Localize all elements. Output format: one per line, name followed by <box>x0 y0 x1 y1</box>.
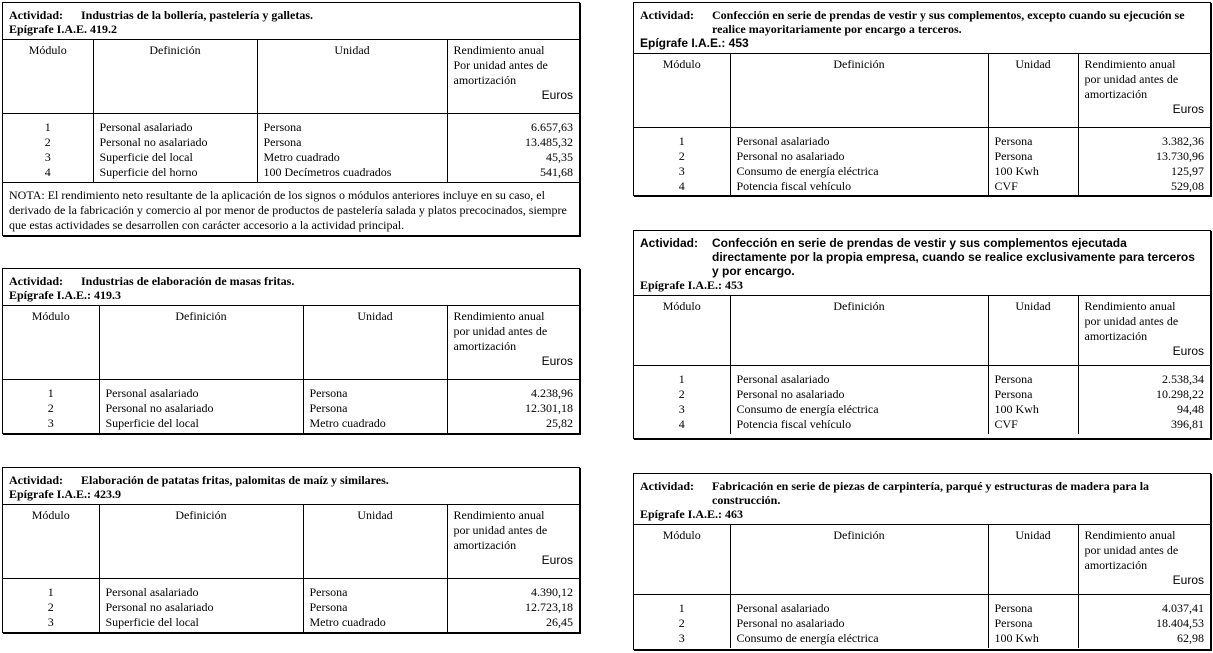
cell-rendimiento: 4.238,96 <box>447 380 579 402</box>
module-table-453-a <box>633 2 1211 196</box>
cell-modulo: 1 <box>47 386 54 400</box>
col-unidad: Unidad <box>988 296 1078 366</box>
cell-modulo: 1 <box>678 372 685 386</box>
col-definicion: Definición <box>99 306 303 380</box>
cell-unidad: Persona <box>303 401 447 416</box>
table-row <box>634 631 1210 648</box>
cell-definicion: Superficie del local <box>99 416 303 433</box>
table-header <box>3 3 579 39</box>
module-table-419-3 <box>2 268 580 434</box>
cell-definicion: Personal asalariado <box>730 128 988 150</box>
cell-unidad: 100 Kwh <box>988 402 1078 417</box>
table-row <box>3 615 579 632</box>
col-definicion: Definición <box>730 54 988 128</box>
actividad-title: Confección en serie de prendas de vestir y sus complementos ejecutada directamente por la propia empresa, cuando se realice exclusivamente para terceros y por encargo. <box>712 236 1195 278</box>
table-row <box>634 616 1210 631</box>
actividad-label: Actividad: <box>9 8 63 22</box>
cell-rendimiento: 25,82 <box>447 416 579 433</box>
cell-unidad: 100 Kwh <box>988 631 1078 648</box>
cell-unidad: Persona <box>988 149 1078 164</box>
table-header <box>634 231 1210 295</box>
cell-rendimiento: 2.538,34 <box>1078 366 1210 388</box>
euros-label: Euros <box>1172 102 1204 116</box>
table-row <box>3 380 579 402</box>
cell-definicion: Personal asalariado <box>93 114 257 136</box>
euros-label: Euros <box>541 553 573 567</box>
cell-rendimiento: 94,48 <box>1078 402 1210 417</box>
col-unidad: Unidad <box>988 525 1078 595</box>
cell-modulo: 3 <box>47 416 54 430</box>
cell-modulo: 1 <box>678 134 685 148</box>
col-unidad: Unidad <box>988 54 1078 128</box>
cell-rendimiento: 62,98 <box>1078 631 1210 648</box>
table-row <box>3 579 579 601</box>
module-table-463 <box>633 473 1211 650</box>
actividad-title: Industrias de elaboración de masas fritas. <box>81 274 295 288</box>
table-row <box>634 149 1210 164</box>
cell-modulo: 2 <box>678 616 685 630</box>
col-rendimiento: Rendimiento anual por unidad antes de amortización Euros <box>447 505 579 579</box>
cell-unidad: Metro cuadrado <box>257 150 447 165</box>
col-unidad: Unidad <box>257 40 447 114</box>
cell-modulo: 1 <box>678 601 685 615</box>
table-header <box>634 474 1210 524</box>
cell-definicion: Superficie del horno <box>93 165 257 182</box>
epigrafe: Epígrafe I.A.E.: 463 <box>640 507 743 521</box>
cell-definicion: Consumo de energía eléctrica <box>730 402 988 417</box>
table-row <box>3 401 579 416</box>
table-row <box>634 402 1210 417</box>
table-row <box>3 416 579 433</box>
actividad-title: Confección en serie de prendas de vestir y sus complementos, excepto cuando su ejecución se realice mayoritariamente por encargo a terceros. <box>712 8 1185 36</box>
table-row <box>634 387 1210 402</box>
cell-rendimiento: 13.730,96 <box>1078 149 1210 164</box>
col-definicion: Definición <box>730 296 988 366</box>
cell-rendimiento: 13.485,32 <box>447 135 579 150</box>
module-table <box>3 39 579 182</box>
cell-rendimiento: 12.723,18 <box>447 600 579 615</box>
cell-unidad: Metro cuadrado <box>303 615 447 632</box>
table-header <box>3 468 579 504</box>
cell-modulo: 2 <box>678 387 685 401</box>
module-table <box>634 295 1210 434</box>
cell-definicion: Personal no asalariado <box>99 401 303 416</box>
cell-rendimiento: 45,35 <box>447 150 579 165</box>
cell-definicion: Personal asalariado <box>99 579 303 601</box>
cell-unidad: Persona <box>988 616 1078 631</box>
cell-definicion: Personal no asalariado <box>730 387 988 402</box>
module-table <box>634 524 1210 648</box>
actividad-label: Actividad: <box>640 479 694 493</box>
cell-definicion: Potencia fiscal vehículo <box>730 417 988 434</box>
col-modulo: Módulo <box>3 306 99 380</box>
cell-unidad: 100 Decímetros cuadrados <box>257 165 447 182</box>
cell-rendimiento: 125,97 <box>1078 164 1210 179</box>
table-row <box>3 165 579 182</box>
table-header <box>3 269 579 305</box>
cell-unidad: Persona <box>257 135 447 150</box>
module-table <box>3 504 579 632</box>
cell-definicion: Personal asalariado <box>99 380 303 402</box>
table-row <box>634 366 1210 388</box>
actividad-title: Fabricación en serie de piezas de carpintería, parqué y estructuras de madera para la construcción. <box>712 479 1150 507</box>
euros-label: Euros <box>1172 573 1204 587</box>
table-row <box>634 164 1210 179</box>
cell-unidad: Persona <box>988 128 1078 150</box>
cell-definicion: Personal no asalariado <box>730 616 988 631</box>
cell-definicion: Superficie del local <box>93 150 257 165</box>
module-table <box>3 305 579 433</box>
epigrafe: Epígrafe I.A.E.: 453 <box>640 36 749 50</box>
col-modulo: Módulo <box>634 525 730 595</box>
cell-rendimiento: 18.404,53 <box>1078 616 1210 631</box>
cell-rendimiento: 26,45 <box>447 615 579 632</box>
cell-rendimiento: 4.390,12 <box>447 579 579 601</box>
table-row <box>3 114 579 136</box>
cell-rendimiento: 541,68 <box>447 165 579 182</box>
actividad-title: Industrias de la bollería, pastelería y galletas. <box>81 8 313 22</box>
cell-modulo: 4 <box>678 417 685 431</box>
table-row <box>634 595 1210 617</box>
cell-definicion: Superficie del local <box>99 615 303 632</box>
nota-text: NOTA: El rendimiento neto resultante de la aplicación de los signos o módulos anteriores incluye en su caso, el derivado de la fabricación y comercio al por menor de productos de pastelería salada y platos precocinados, siempre que estas actividades se desarrollen con carácter accesorio a la actividad principal. <box>3 182 579 238</box>
col-modulo: Módulo <box>634 54 730 128</box>
cell-rendimiento: 10.298,22 <box>1078 387 1210 402</box>
col-rendimiento: Rendimiento anual Por unidad antes de amortización Euros <box>447 40 579 114</box>
col-rendimiento: Rendimiento anual por unidad antes de amortización Euros <box>447 306 579 380</box>
cell-modulo: 3 <box>47 615 54 629</box>
cell-modulo: 1 <box>44 120 51 134</box>
cell-definicion: Consumo de energía eléctrica <box>730 631 988 648</box>
cell-modulo: 2 <box>678 149 685 163</box>
module-table-423-9 <box>2 467 580 633</box>
cell-unidad: Persona <box>303 380 447 402</box>
cell-modulo: 4 <box>44 165 51 179</box>
actividad-label: Actividad: <box>640 236 699 250</box>
table-row <box>3 150 579 165</box>
cell-modulo: 3 <box>44 150 51 164</box>
cell-modulo: 4 <box>678 179 685 193</box>
euros-label: Euros <box>1172 344 1204 358</box>
table-header <box>634 3 1210 53</box>
col-rendimiento: Rendimiento anual por unidad antes de amortización Euros <box>1078 54 1210 128</box>
actividad-label: Actividad: <box>9 274 63 288</box>
cell-definicion: Consumo de energía eléctrica <box>730 164 988 179</box>
epigrafe: Epígrafe I.A.E.: 423.9 <box>9 487 121 501</box>
module-table-453-b <box>633 230 1211 439</box>
cell-rendimiento: 529,08 <box>1078 179 1210 196</box>
cell-rendimiento: 3.382,36 <box>1078 128 1210 150</box>
module-table <box>634 53 1210 196</box>
cell-modulo: 1 <box>47 585 54 599</box>
cell-unidad: Persona <box>988 595 1078 617</box>
cell-rendimiento: 6.657,63 <box>447 114 579 136</box>
cell-unidad: 100 Kwh <box>988 164 1078 179</box>
cell-unidad: Persona <box>257 114 447 136</box>
col-rendimiento: Rendimiento anual por unidad antes de amortización Euros <box>1078 525 1210 595</box>
col-definicion: Definición <box>99 505 303 579</box>
cell-definicion: Potencia fiscal vehículo <box>730 179 988 196</box>
cell-unidad: CVF <box>988 179 1078 196</box>
col-definicion: Definición <box>93 40 257 114</box>
cell-definicion: Personal no asalariado <box>93 135 257 150</box>
cell-rendimiento: 396,81 <box>1078 417 1210 434</box>
cell-modulo: 2 <box>47 600 54 614</box>
epigrafe: Epígrafe I.A.E.: 453 <box>640 278 743 292</box>
cell-modulo: 3 <box>678 402 685 416</box>
actividad-label: Actividad: <box>9 473 63 487</box>
cell-rendimiento: 12.301,18 <box>447 401 579 416</box>
cell-rendimiento: 4.037,41 <box>1078 595 1210 617</box>
col-modulo: Módulo <box>3 505 99 579</box>
cell-definicion: Personal no asalariado <box>730 149 988 164</box>
cell-modulo: 3 <box>678 164 685 178</box>
cell-modulo: 3 <box>678 631 685 645</box>
col-modulo: Módulo <box>634 296 730 366</box>
module-table-419-2 <box>2 2 580 236</box>
table-row <box>634 179 1210 196</box>
cell-unidad: Persona <box>303 579 447 601</box>
col-definicion: Definición <box>730 525 988 595</box>
cell-unidad: Persona <box>988 366 1078 388</box>
col-modulo: Módulo <box>3 40 93 114</box>
cell-modulo: 2 <box>47 401 54 415</box>
cell-modulo: 2 <box>44 135 51 149</box>
actividad-label: Actividad: <box>640 8 694 22</box>
cell-definicion: Personal no asalariado <box>99 600 303 615</box>
col-unidad: Unidad <box>303 505 447 579</box>
table-row <box>634 417 1210 434</box>
cell-unidad: Persona <box>303 600 447 615</box>
col-rendimiento: Rendimiento anual por unidad antes de amortización Euros <box>1078 296 1210 366</box>
cell-unidad: CVF <box>988 417 1078 434</box>
epigrafe: Epígrafe I.A.E.: 419.3 <box>9 288 121 302</box>
table-row <box>3 135 579 150</box>
euros-label: Euros <box>541 354 573 368</box>
cell-unidad: Metro cuadrado <box>303 416 447 433</box>
epigrafe: Epígrafe I.A.E. 419.2 <box>9 22 117 36</box>
cell-unidad: Persona <box>988 387 1078 402</box>
actividad-title: Elaboración de patatas fritas, palomitas de maíz y similares. <box>81 473 389 487</box>
cell-definicion: Personal asalariado <box>730 366 988 388</box>
cell-definicion: Personal asalariado <box>730 595 988 617</box>
col-unidad: Unidad <box>303 306 447 380</box>
euros-label: Euros <box>541 88 573 102</box>
table-row <box>634 128 1210 150</box>
table-row <box>3 600 579 615</box>
